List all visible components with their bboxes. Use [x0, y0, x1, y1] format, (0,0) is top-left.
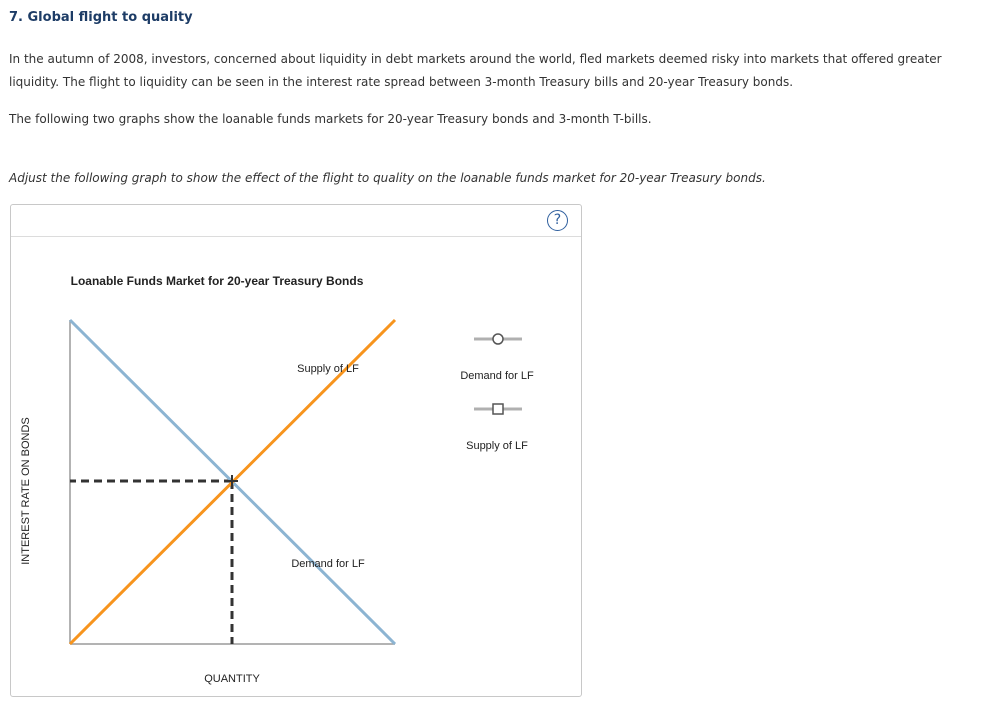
supply-tool[interactable]	[474, 404, 522, 414]
loanable-funds-graph	[11, 205, 581, 696]
graph-title: Loanable Funds Market for 20-year Treasury Bonds	[70, 274, 364, 288]
supply-tool-label: Supply of LF	[466, 440, 528, 452]
y-axis-label: INTEREST RATE ON BONDS	[20, 417, 32, 565]
demand-curve-label: Demand for LF	[291, 558, 365, 570]
supply-curve-label: Supply of LF	[297, 363, 359, 375]
demand-tool[interactable]	[474, 334, 522, 344]
square-marker-icon	[493, 404, 503, 414]
question-title: 7. Global flight to quality	[9, 10, 193, 25]
x-axis-label: QUANTITY	[204, 673, 260, 685]
instruction-text: Adjust the following graph to show the effect of the flight to quality on the loanable funds market for 20-year Treasury bonds.	[9, 171, 766, 185]
demand-tool-label: Demand for LF	[460, 370, 534, 382]
graph-panel	[10, 204, 582, 697]
circle-marker-icon	[493, 334, 503, 344]
graphs-description: The following two graphs show the loanable funds markets for 20-year Treasury bonds and 3-month T-bills.	[9, 112, 652, 126]
intro-paragraph: In the autumn of 2008, investors, concerned about liquidity in debt markets around the world, fled markets deemed risky into markets that offered greater liquidity. The flight to liquidity can be seen in the interest rate spread between 3-month Treasury bills and 20-year Treasury bonds.	[9, 52, 942, 89]
help-button[interactable]: ?	[547, 210, 568, 231]
